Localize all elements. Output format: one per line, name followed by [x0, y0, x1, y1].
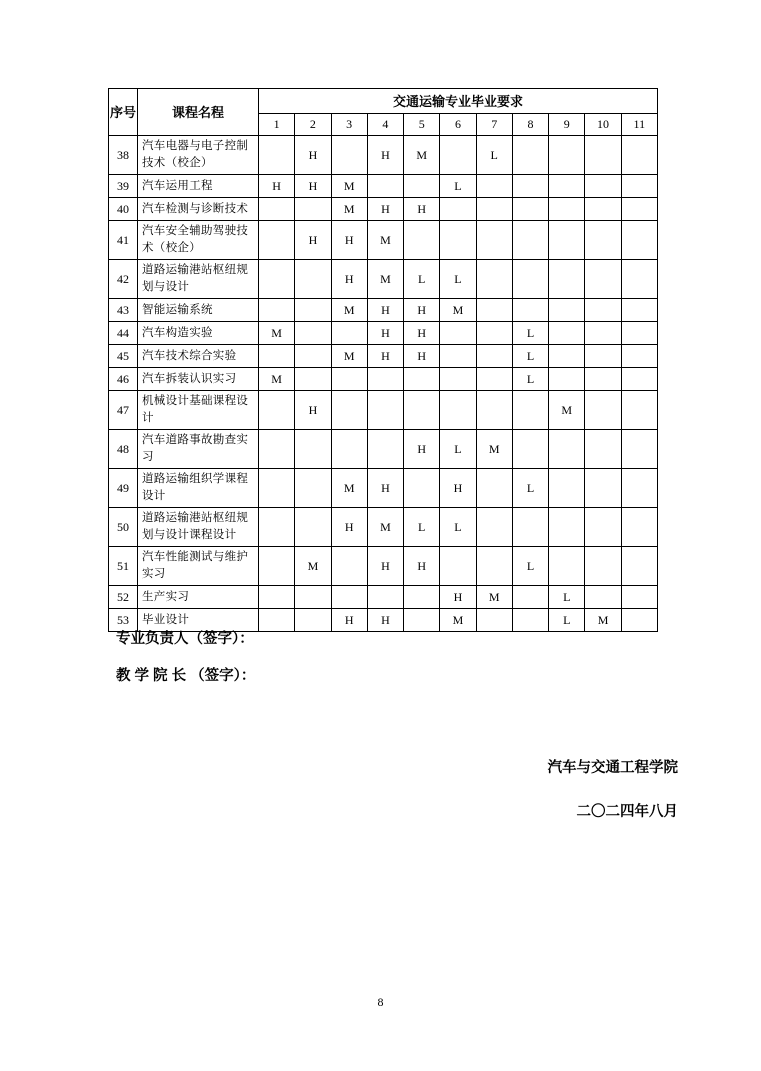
header-req-col-3: 3	[331, 114, 367, 136]
table-row	[109, 469, 658, 508]
mark-cell	[331, 136, 367, 175]
mark-cell	[331, 547, 367, 586]
course-name: 汽车构造实验	[138, 322, 259, 345]
table-row	[109, 136, 658, 175]
mark-cell	[512, 260, 548, 299]
mark-cell	[512, 299, 548, 322]
mark-cell	[295, 260, 331, 299]
mark-cell	[549, 198, 585, 221]
table-row	[109, 198, 658, 221]
row-number: 47	[109, 391, 138, 430]
mark-cell	[295, 430, 331, 469]
mark-cell	[295, 586, 331, 609]
course-name: 智能运输系统	[138, 299, 259, 322]
mark-cell	[585, 508, 621, 547]
course-name: 机械设计基础课程设计	[138, 391, 259, 430]
mark-cell	[476, 322, 512, 345]
mark-cell: H	[331, 260, 367, 299]
header-req-col-1: 1	[259, 114, 295, 136]
mark-cell: H	[259, 175, 295, 198]
mark-cell	[440, 221, 476, 260]
mark-cell	[585, 260, 621, 299]
mark-cell	[476, 198, 512, 221]
mark-cell	[585, 469, 621, 508]
mark-cell	[295, 368, 331, 391]
mark-cell: L	[512, 469, 548, 508]
mark-cell: M	[259, 368, 295, 391]
mark-cell: M	[367, 221, 403, 260]
mark-cell	[549, 221, 585, 260]
mark-cell	[476, 221, 512, 260]
mark-cell: M	[476, 586, 512, 609]
mark-cell	[331, 322, 367, 345]
mark-cell: H	[404, 547, 440, 586]
mark-cell	[549, 508, 585, 547]
mark-cell: H	[440, 586, 476, 609]
mark-cell	[476, 469, 512, 508]
mark-cell: L	[512, 345, 548, 368]
mark-cell	[440, 322, 476, 345]
mark-cell	[512, 221, 548, 260]
mark-cell	[585, 136, 621, 175]
mark-cell	[585, 299, 621, 322]
mark-cell	[549, 547, 585, 586]
footer-date: 二〇二四年八月	[576, 804, 678, 820]
mark-cell: H	[295, 391, 331, 430]
mark-cell	[621, 586, 657, 609]
mark-cell: L	[440, 430, 476, 469]
mark-cell	[585, 221, 621, 260]
row-number: 40	[109, 198, 138, 221]
header-req-col-4: 4	[367, 114, 403, 136]
table-row	[109, 547, 658, 586]
mark-cell: M	[367, 508, 403, 547]
header-req-col-7: 7	[476, 114, 512, 136]
mark-cell	[440, 345, 476, 368]
course-name: 汽车性能测试与维护实习	[138, 547, 259, 586]
mark-cell: L	[476, 136, 512, 175]
mark-cell: H	[367, 198, 403, 221]
mark-cell	[331, 368, 367, 391]
mark-cell	[512, 175, 548, 198]
mark-cell	[476, 175, 512, 198]
mark-cell: L	[404, 508, 440, 547]
mark-cell	[259, 586, 295, 609]
header-req-col-5: 5	[404, 114, 440, 136]
mark-cell	[512, 586, 548, 609]
table-row	[109, 299, 658, 322]
row-number: 48	[109, 430, 138, 469]
mark-cell	[621, 175, 657, 198]
course-name: 汽车技术综合实验	[138, 345, 259, 368]
mark-cell	[549, 322, 585, 345]
mark-cell	[549, 175, 585, 198]
mark-cell	[476, 345, 512, 368]
mark-cell	[440, 391, 476, 430]
mark-cell	[512, 609, 548, 632]
mark-cell	[331, 586, 367, 609]
mark-cell	[549, 260, 585, 299]
mark-cell	[512, 391, 548, 430]
row-number: 42	[109, 260, 138, 299]
mark-cell	[549, 299, 585, 322]
row-number: 39	[109, 175, 138, 198]
row-number: 46	[109, 368, 138, 391]
row-number: 41	[109, 221, 138, 260]
mark-cell: M	[440, 609, 476, 632]
mark-cell	[259, 609, 295, 632]
mark-cell	[549, 345, 585, 368]
mark-cell	[621, 508, 657, 547]
mark-cell	[404, 368, 440, 391]
mark-cell	[259, 391, 295, 430]
mark-cell: M	[476, 430, 512, 469]
mark-cell: M	[331, 345, 367, 368]
mark-cell	[295, 322, 331, 345]
mark-cell: H	[404, 345, 440, 368]
mark-cell	[404, 221, 440, 260]
footer-institution: 汽车与交通工程学院	[547, 760, 678, 776]
mark-cell	[585, 391, 621, 430]
mark-cell	[621, 547, 657, 586]
row-number: 38	[109, 136, 138, 175]
mark-cell	[259, 299, 295, 322]
mark-cell: L	[512, 547, 548, 586]
mark-cell	[331, 391, 367, 430]
mark-cell	[549, 469, 585, 508]
table-row	[109, 508, 658, 547]
header-course-name: 课程名程	[138, 89, 259, 136]
mark-cell: H	[367, 299, 403, 322]
mark-cell: H	[295, 175, 331, 198]
mark-cell: H	[367, 322, 403, 345]
mark-cell	[404, 391, 440, 430]
header-seq: 序号	[109, 89, 138, 136]
row-number: 51	[109, 547, 138, 586]
mark-cell	[259, 430, 295, 469]
mark-cell	[549, 136, 585, 175]
row-number: 49	[109, 469, 138, 508]
header-req-col-2: 2	[295, 114, 331, 136]
course-name: 汽车拆装认识实习	[138, 368, 259, 391]
mark-cell: L	[440, 175, 476, 198]
header-req-col-9: 9	[549, 114, 585, 136]
mark-cell	[295, 609, 331, 632]
mark-cell	[621, 198, 657, 221]
mark-cell: H	[295, 221, 331, 260]
mark-cell	[295, 345, 331, 368]
mark-cell	[585, 547, 621, 586]
mark-cell: L	[404, 260, 440, 299]
mark-cell	[476, 508, 512, 547]
mark-cell	[295, 469, 331, 508]
mark-cell	[440, 136, 476, 175]
mark-cell	[259, 508, 295, 547]
mark-cell	[476, 391, 512, 430]
table-row	[109, 322, 658, 345]
mark-cell: H	[367, 136, 403, 175]
mark-cell	[621, 299, 657, 322]
mark-cell	[476, 368, 512, 391]
table-row	[109, 368, 658, 391]
mark-cell	[512, 508, 548, 547]
mark-cell: H	[440, 469, 476, 508]
mark-cell	[621, 368, 657, 391]
mark-cell	[259, 260, 295, 299]
mark-cell	[621, 391, 657, 430]
table-row	[109, 221, 658, 260]
table-row	[109, 586, 658, 609]
table-row	[109, 430, 658, 469]
mark-cell: M	[331, 469, 367, 508]
mark-cell	[476, 547, 512, 586]
mark-cell	[295, 299, 331, 322]
mark-cell: H	[367, 547, 403, 586]
table-row	[109, 175, 658, 198]
mark-cell	[259, 221, 295, 260]
row-number: 44	[109, 322, 138, 345]
signature-line-program-lead: 专业负责人（签字）：	[116, 631, 254, 647]
row-number: 53	[109, 609, 138, 632]
mark-cell	[585, 368, 621, 391]
mark-cell	[367, 175, 403, 198]
mark-cell: L	[440, 508, 476, 547]
mark-cell: H	[295, 136, 331, 175]
mark-cell	[440, 198, 476, 221]
mark-cell: H	[367, 609, 403, 632]
mark-cell	[367, 391, 403, 430]
mark-cell	[404, 175, 440, 198]
mark-cell: H	[404, 299, 440, 322]
mark-cell: L	[549, 609, 585, 632]
mark-cell: H	[404, 198, 440, 221]
course-name: 道路运输港站枢纽规划与设计	[138, 260, 259, 299]
mark-cell: M	[549, 391, 585, 430]
mark-cell: M	[331, 198, 367, 221]
course-name: 道路运输港站枢纽规划与设计课程设计	[138, 508, 259, 547]
mark-cell: H	[331, 508, 367, 547]
mark-cell: H	[331, 609, 367, 632]
mark-cell	[476, 260, 512, 299]
mark-cell: H	[404, 322, 440, 345]
mark-cell	[259, 345, 295, 368]
signature-line-dean: 教 学 院 长 （签字）：	[116, 668, 256, 684]
header-req-col-6: 6	[440, 114, 476, 136]
header-requirements-group: 交通运输专业毕业要求	[259, 89, 658, 114]
course-name: 生产实习	[138, 586, 259, 609]
mark-cell	[259, 547, 295, 586]
course-name: 汽车电器与电子控制技术（校企）	[138, 136, 259, 175]
mark-cell	[621, 469, 657, 508]
mark-cell	[621, 136, 657, 175]
course-name: 毕业设计	[138, 609, 259, 632]
mark-cell	[331, 430, 367, 469]
mark-cell: L	[512, 368, 548, 391]
mark-cell	[440, 547, 476, 586]
table-row	[109, 260, 658, 299]
course-name: 汽车道路事故勘查实习	[138, 430, 259, 469]
mark-cell	[585, 175, 621, 198]
course-requirement-matrix	[108, 88, 658, 632]
mark-cell	[621, 430, 657, 469]
mark-cell	[585, 430, 621, 469]
mark-cell: M	[367, 260, 403, 299]
mark-cell: L	[440, 260, 476, 299]
table-row	[109, 345, 658, 368]
mark-cell: L	[512, 322, 548, 345]
header-req-col-8: 8	[512, 114, 548, 136]
mark-cell: M	[295, 547, 331, 586]
mark-cell	[404, 469, 440, 508]
course-name: 汽车运用工程	[138, 175, 259, 198]
mark-cell	[295, 198, 331, 221]
mark-cell	[621, 345, 657, 368]
mark-cell	[259, 136, 295, 175]
mark-cell	[621, 221, 657, 260]
mark-cell	[585, 586, 621, 609]
row-number: 43	[109, 299, 138, 322]
mark-cell	[585, 322, 621, 345]
mark-cell	[512, 430, 548, 469]
mark-cell: M	[585, 609, 621, 632]
mark-cell	[367, 586, 403, 609]
header-req-col-10: 10	[585, 114, 621, 136]
mark-cell: H	[404, 430, 440, 469]
header-req-col-11: 11	[621, 114, 657, 136]
mark-cell	[512, 198, 548, 221]
mark-cell	[476, 299, 512, 322]
mark-cell	[440, 368, 476, 391]
mark-cell: M	[440, 299, 476, 322]
mark-cell	[549, 430, 585, 469]
table-row	[109, 391, 658, 430]
matrix-body	[109, 136, 658, 632]
mark-cell	[621, 609, 657, 632]
mark-cell: M	[331, 299, 367, 322]
course-name: 汽车检测与诊断技术	[138, 198, 259, 221]
mark-cell	[549, 368, 585, 391]
mark-cell	[259, 198, 295, 221]
mark-cell	[295, 508, 331, 547]
mark-cell	[476, 609, 512, 632]
page-number: 8	[377, 995, 384, 1009]
row-number: 52	[109, 586, 138, 609]
course-name: 道路运输组织学课程设计	[138, 469, 259, 508]
mark-cell	[404, 609, 440, 632]
mark-cell: M	[331, 175, 367, 198]
course-name: 汽车安全辅助驾驶技术（校企）	[138, 221, 259, 260]
mark-cell	[585, 345, 621, 368]
mark-cell: H	[367, 469, 403, 508]
header-group-row	[109, 89, 658, 114]
mark-cell	[367, 368, 403, 391]
mark-cell: H	[367, 345, 403, 368]
mark-cell	[621, 260, 657, 299]
mark-cell	[367, 430, 403, 469]
mark-cell	[404, 586, 440, 609]
row-number: 45	[109, 345, 138, 368]
row-number: 50	[109, 508, 138, 547]
mark-cell: M	[259, 322, 295, 345]
mark-cell	[621, 322, 657, 345]
mark-cell: M	[404, 136, 440, 175]
mark-cell: L	[549, 586, 585, 609]
mark-cell	[512, 136, 548, 175]
mark-cell: H	[331, 221, 367, 260]
mark-cell	[259, 469, 295, 508]
mark-cell	[585, 198, 621, 221]
